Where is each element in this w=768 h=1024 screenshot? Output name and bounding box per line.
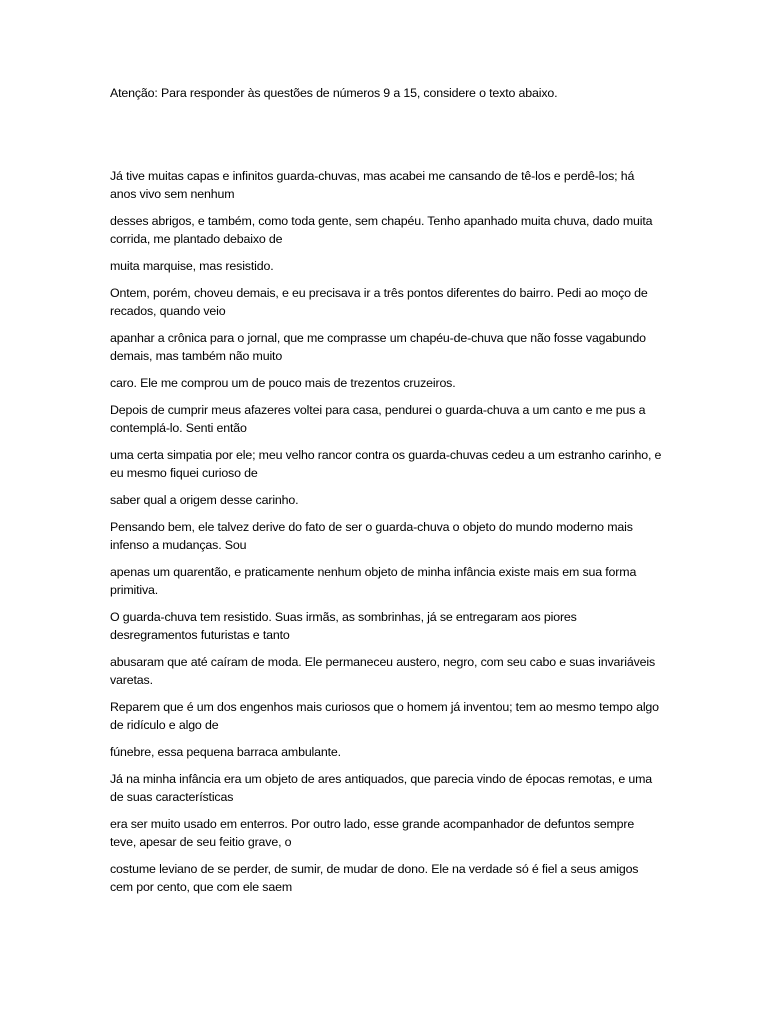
paragraph: caro. Ele me comprou um de pouco mais de trezentos cruzeiros. <box>110 376 456 390</box>
paragraph: costume leviano de se perder, de sumir, de mudar de dono. Ele na verdade só é fiel a seus amigos cem por cento, que com ele saem <box>110 862 639 894</box>
paragraph: abusaram que até caíram de moda. Ele permaneceu austero, negro, com seu cabo e suas invariáveis varetas. <box>110 655 656 687</box>
paragraph: Já tive muitas capas e infinitos guarda-chuvas, mas acabei me cansando de tê-los e perdê-los; há anos vivo sem nenhum <box>110 169 635 201</box>
paragraph: O guarda-chuva tem resistido. Suas irmãs, as sombrinhas, já se entregaram aos piores desregramentos futuristas e tanto <box>110 610 577 642</box>
paragraph: Depois de cumprir meus afazeres voltei para casa, pendurei o guarda-chuva a um canto e me pus a contemplá-lo. Senti então <box>110 403 646 435</box>
document-heading: Atenção: Para responder às questões de números 9 a 15, considere o texto abaixo. <box>110 86 558 100</box>
paragraph: muita marquise, mas resistido. <box>110 259 274 273</box>
paragraph: era ser muito usado em enterros. Por outro lado, esse grande acompanhador de defuntos sempre teve, apesar de seu feitio grave, o <box>110 817 635 849</box>
paragraph: Ontem, porém, choveu demais, e eu precisava ir a três pontos diferentes do bairro. Pedi ao moço de recados, quando veio <box>110 286 648 318</box>
paragraph: uma certa simpatia por ele; meu velho rancor contra os guarda-chuvas cedeu a um estranho carinho, e eu mesmo fiquei curioso de <box>110 448 662 480</box>
paragraph: Já na minha infância era um objeto de ares antiquados, que parecia vindo de épocas remotas, e uma de suas características <box>110 772 653 804</box>
paragraph: Reparem que é um dos engenhos mais curiosos que o homem já inventou; tem ao mesmo tempo algo de ridículo e algo de <box>110 700 659 732</box>
paragraph: fúnebre, essa pequena barraca ambulante. <box>110 745 341 759</box>
paragraph: desses abrigos, e também, como toda gente, sem chapéu. Tenho apanhado muita chuva, dado muita corrida, me plantado debaixo de <box>110 214 653 246</box>
paragraph: apenas um quarentão, e praticamente nenhum objeto de minha infância existe mais em sua forma primitiva. <box>110 565 637 597</box>
paragraph: apanhar a crônica para o jornal, que me comprasse um chapéu-de-chuva que não fosse vagabundo demais, mas também não muito <box>110 331 646 363</box>
paragraph: saber qual a origem desse carinho. <box>110 493 299 507</box>
document-body <box>110 167 662 905</box>
paragraph: Pensando bem, ele talvez derive do fato de ser o guarda-chuva o objeto do mundo moderno mais infenso a mudanças. Sou <box>110 520 633 552</box>
